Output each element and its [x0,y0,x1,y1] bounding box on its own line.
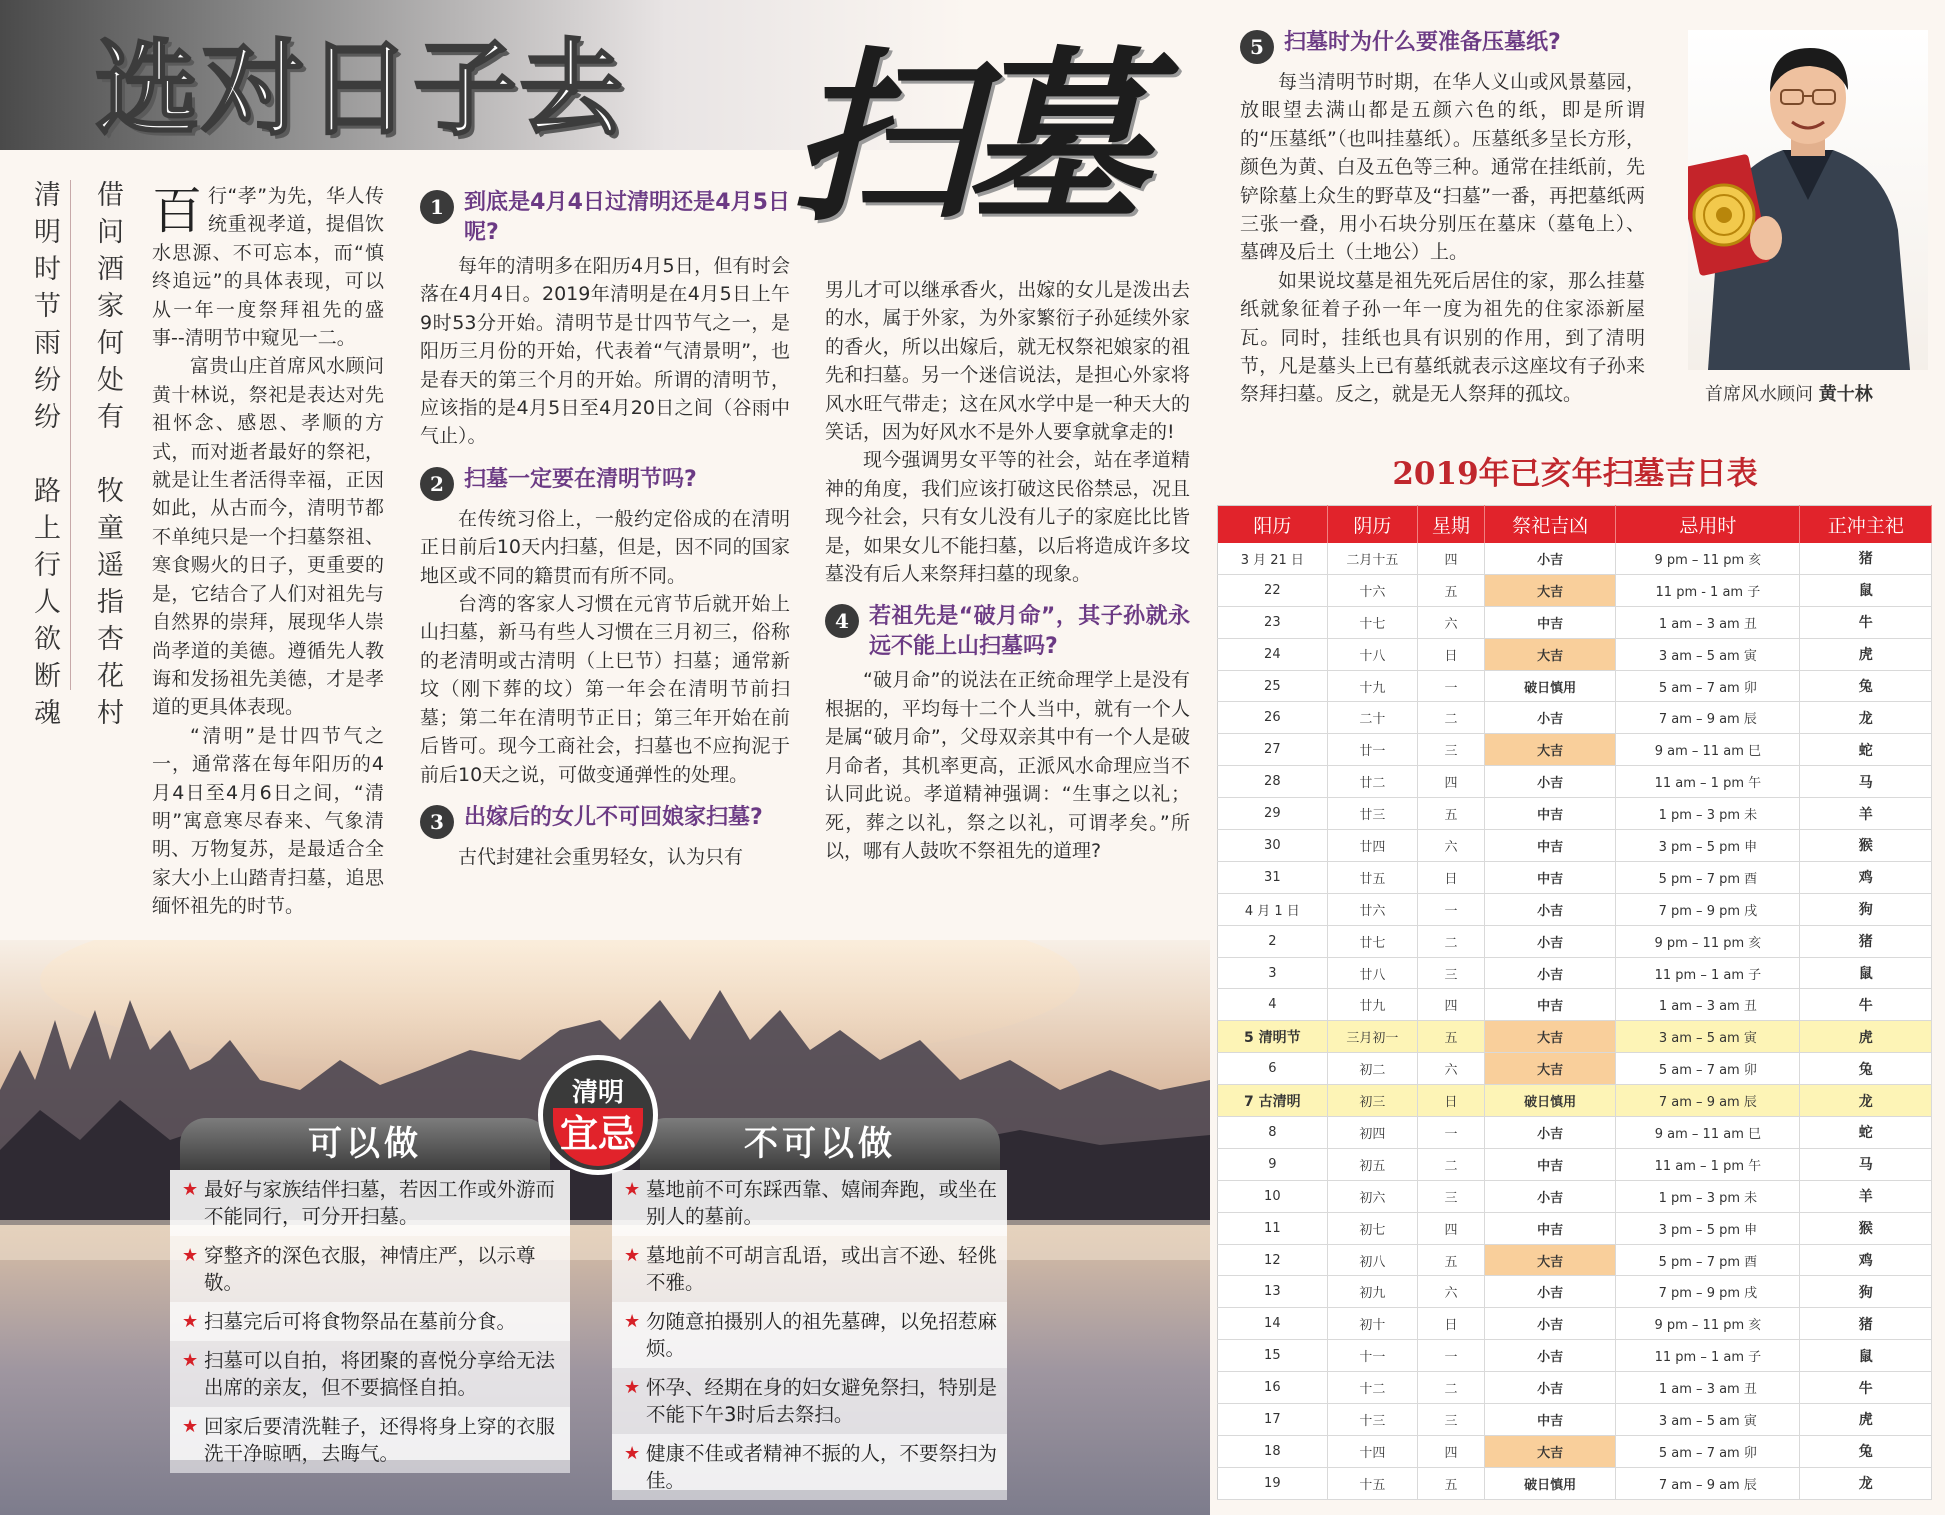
table-cell: 鸡 [1800,861,1932,893]
table-row [1218,861,1932,893]
table-row [1218,543,1932,575]
column-header: 正冲主祀 [1800,506,1932,543]
table-cell: 二 [1418,702,1485,734]
headline-main: 选对日子去 [95,27,626,150]
table-cell: 廿八 [1327,957,1418,989]
tomb-sweeping-almanac-table [1217,505,1932,1500]
table-cell: 小吉 [1484,957,1616,989]
table-cell: 日 [1418,1085,1485,1117]
table-cell: 3 am – 5 am 寅 [1616,638,1800,670]
table-cell: 小吉 [1484,543,1616,575]
table-cell: 日 [1418,638,1485,670]
article-column-3 [825,276,1190,865]
table-cell: 五 [1418,1021,1485,1053]
star-icon: ★ [624,1179,641,1200]
answer-paragraph: 每年的清明多在阳历4月5日，但有时会落在4月4日。2019年清明是在4月5日上午9时53分开始。清明节是廿四节气之一，是阳历三月份的开始，代表着“气清景明”，也是春天的第三个月的开始。所谓的清明节，应该指的是4月5日至4月20日之间（谷雨中气止）。 [420,255,790,448]
table-cell: 8 [1218,1117,1328,1149]
table-cell: 蛇 [1800,1117,1932,1149]
table-row [1218,1372,1932,1404]
table-cell: 破日慎用 [1484,1467,1616,1499]
table-cell: 23 [1218,606,1328,638]
table-cell: 11 am – 1 pm 午 [1616,766,1800,798]
table-cell: 小吉 [1484,702,1616,734]
table-cell: 7 pm – 9 pm 戌 [1616,1276,1800,1308]
table-cell: 猪 [1800,1308,1932,1340]
question-number-badge: 1 [420,190,454,224]
table-cell: 十九 [1327,670,1418,702]
table-cell: 2 [1218,925,1328,957]
table-cell: 初八 [1327,1244,1418,1276]
table-cell: 7 am – 9 am 辰 [1616,1085,1800,1117]
star-icon: ★ [624,1311,641,1332]
table-cell: 狗 [1800,893,1932,925]
dos-title: 可以做 [308,1124,422,1164]
table-cell: 大吉 [1484,1435,1616,1467]
table-cell: 十七 [1327,606,1418,638]
dos-list-item: ★ 回家后要清洗鞋子，还得将身上穿的衣服洗干净晾晒，去晦气。 [170,1407,570,1473]
table-cell: 马 [1800,766,1932,798]
column-header: 忌用时 [1616,506,1800,543]
star-icon: ★ [182,1245,199,1266]
intro-column [152,182,384,921]
answer-paragraph: 如果说坟墓是祖先死后居住的家，那么挂墓纸就象征着子孙一年一度为祖先的住家添新屋瓦。同时，挂纸也具有识别的作用，到了清明节，凡是墓头上已有墓纸就表示这座坟有子孙来祭拜扫墓。反之，就是无人祭拜的孤坟。 [1240,269,1645,406]
table-cell: 11 pm - 1 am 子 [1616,574,1800,606]
table-cell: 初三 [1327,1085,1418,1117]
table-cell: 三月初一 [1327,1021,1418,1053]
table-cell: 16 [1218,1372,1328,1404]
table-cell: 二 [1418,1148,1485,1180]
table-cell: 3 am – 5 am 寅 [1616,1404,1800,1436]
table-cell: 大吉 [1484,574,1616,606]
question-heading-4 [825,602,1190,662]
table-cell: 5 清明节 [1218,1021,1328,1053]
table-row [1218,574,1932,606]
table-cell: 鼠 [1800,957,1932,989]
table-cell: 廿七 [1327,925,1418,957]
table-cell: 9 [1218,1148,1328,1180]
table-row [1218,606,1932,638]
table-cell: 1 am – 3 am 丑 [1616,989,1800,1021]
table-row [1218,1340,1932,1372]
table-cell: 一 [1418,893,1485,925]
consultant-credit [1705,380,1873,406]
table-cell: 五 [1418,574,1485,606]
table-cell: 小吉 [1484,1340,1616,1372]
table-cell: 27 [1218,734,1328,766]
table-cell: 五 [1418,798,1485,830]
table-row [1218,1085,1932,1117]
table-cell: 六 [1418,1276,1485,1308]
question-title: 出嫁后的女儿不可回娘家扫墓? [464,804,763,830]
table-cell: 1 am – 3 am 丑 [1616,1372,1800,1404]
table-row [1218,1435,1932,1467]
table-cell: 兔 [1800,1053,1932,1085]
table-row [1218,766,1932,798]
poem-line-1: 借问酒家何处有 牧童遥指杏花村 [92,180,123,735]
dos-list [170,1170,570,1465]
table-cell: 三 [1418,1180,1485,1212]
intro-paragraph: 富贵山庄首席风水顾问黄十林说，祭祀是表达对先祖怀念、感恩、孝顺的方式，而对逝者最好的祭祀，就是让生者活得幸福，正因如此，从古而今，清明节都不单纯只是一个扫墓祭祖、寒食赐火的日子，更重要的是，它结合了人们对祖先与自然界的崇拜，展现华人崇尚孝道的美德。遵循先人教诲和发扬祖先美德，才是孝道的更具体表现。 [152,355,384,719]
table-cell: 兔 [1800,1435,1932,1467]
question-number-badge: 3 [420,805,454,839]
table-cell: 中吉 [1484,830,1616,862]
table-cell: 鸡 [1800,1244,1932,1276]
table-cell: 十四 [1327,1435,1418,1467]
donts-list-item: ★ 墓地前不可胡言乱语，或出言不逊、轻佻不雅。 [624,1244,998,1294]
table-header-row [1218,506,1932,543]
table-cell: 廿四 [1327,830,1418,862]
table-cell: 廿一 [1327,734,1418,766]
table-cell: 5 pm – 7 pm 酉 [1616,861,1800,893]
table-cell: 13 [1218,1276,1328,1308]
table-row [1218,702,1932,734]
question-heading-3 [420,803,790,839]
table-cell: 鼠 [1800,1340,1932,1372]
table-cell: 小吉 [1484,1372,1616,1404]
table-cell: 四 [1418,766,1485,798]
table-cell: 二 [1418,925,1485,957]
table-cell: 猴 [1800,830,1932,862]
table-cell: 大吉 [1484,638,1616,670]
intro-paragraph: 行“孝”为先，华人传统重视孝道，提倡饮水思源、不可忘本，而“慎终追远”的具体表现，可以从一年一度祭拜祖先的盛事--清明节中窥见一二。 [152,185,384,350]
donts-list-item: ★ 勿随意拍摄别人的祖先墓碑，以免招惹麻烦。 [612,1302,1007,1368]
table-cell: 六 [1418,1053,1485,1085]
table-cell: 7 am – 9 am 辰 [1616,1467,1800,1499]
table-cell: 22 [1218,574,1328,606]
table-cell: 猴 [1800,1212,1932,1244]
table-cell: 十八 [1327,638,1418,670]
table-cell: 大吉 [1484,1244,1616,1276]
answer-paragraph: 现今强调男女平等的社会，站在孝道精神的角度，我们应该打破这民俗禁忌，况且现今社会，只有女儿没有儿子的家庭比比皆是，如果女儿不能扫墓，以后将造成许多坟墓没有后人来祭拜扫墓的现象。 [825,449,1190,586]
question-title: 扫墓时为什么要准备压墓纸? [1284,30,1561,55]
answer-paragraph: 每当清明节时期，在华人义山或风景墓园，放眼望去满山都是五颜六色的纸，即是所谓的“压墓纸”（也叫挂墓纸）。压墓纸多呈长方形，颜色为黄、白及五色等三种。通常在挂纸前，先铲除墓上众生的野草及“扫墓”一番，再把墓纸两三张一叠，用小石块分别压在墓床（墓龟上）、墓碑及后土（土地公）上。 [1240,71,1645,264]
table-cell: 中吉 [1484,861,1616,893]
table-cell: 龙 [1800,1085,1932,1117]
table-cell: 初十 [1327,1308,1418,1340]
table-cell: 小吉 [1484,1180,1616,1212]
table-cell: 虎 [1800,1404,1932,1436]
table-row [1218,1148,1932,1180]
column-header: 阳历 [1218,506,1328,543]
table-row [1218,1467,1932,1499]
question-number-badge: 4 [825,604,859,638]
badge-main-label: 宜忌 [553,1108,643,1166]
table-cell: 三 [1418,1404,1485,1436]
table-cell: 9 pm – 11 pm 亥 [1616,1308,1800,1340]
table-cell: 中吉 [1484,798,1616,830]
table-cell: 12 [1218,1244,1328,1276]
table-cell: 7 am – 9 am 辰 [1616,702,1800,734]
table-cell: 28 [1218,766,1328,798]
table-cell: 中吉 [1484,989,1616,1021]
question-heading-5 [1240,28,1645,64]
table-cell: 初二 [1327,1053,1418,1085]
dos-list-item: ★ 最好与家族结伴扫墓，若因工作或外游而不能同行，可分开扫墓。 [170,1170,570,1236]
table-row [1218,1308,1932,1340]
table-cell: 龙 [1800,1467,1932,1499]
question-heading-1 [420,188,790,248]
table-row [1218,1212,1932,1244]
table-cell: 龙 [1800,702,1932,734]
table-cell: 狗 [1800,1276,1932,1308]
table-cell: 十五 [1327,1467,1418,1499]
answer-paragraph: 男儿才可以继承香火，出嫁的女儿是泼出去的水，属于外家，为外家繁衍子孙延续外家的香火，所以出嫁后，就无权祭祀娘家的祖先和扫墓。另一个迷信说法，是担心外家将风水旺气带走；这在风水学中是一种天大的笑话，因为好风水不是外人要拿就拿走的! [825,279,1190,444]
badge-top-label: 清明 [571,1078,624,1108]
table-row [1218,1404,1932,1436]
intro-paragraph: “清明”是廿四节气之一，通常落在每年阳历的4月4日至4月6日之间，“清明”寓意寒尽春来、气象清明、万物复苏，是最适合全家大小上山踏青扫墓，追思缅怀祖先的时节。 [152,724,384,918]
table-cell: 7 pm – 9 pm 戌 [1616,893,1800,925]
table-cell: 三 [1418,734,1485,766]
table-cell: 四 [1418,1435,1485,1467]
drop-cap: 百 [152,182,202,240]
table-cell: 小吉 [1484,893,1616,925]
star-icon: ★ [182,1179,199,1200]
table-cell: 3 pm – 5 pm 申 [1616,1212,1800,1244]
table-cell: 虎 [1800,1021,1932,1053]
table-cell: 小吉 [1484,766,1616,798]
donts-list-item: ★ 健康不佳或者精神不振的人，不要祭扫为佳。 [612,1434,1007,1500]
question-title: 扫墓一定要在清明节吗? [464,466,697,492]
credit-name: 黄十林 [1818,384,1873,405]
table-cell: 11 [1218,1212,1328,1244]
poem-divider [70,180,71,690]
table-row [1218,1180,1932,1212]
table-row [1218,830,1932,862]
table-cell: 3 月 21 日 [1218,543,1328,575]
table-title: 2019年已亥年扫墓吉日表 [1392,456,1758,492]
donts-list-item: ★ 怀孕、经期在身的妇女避免祭扫，特别是不能下午3时后去祭扫。 [624,1376,998,1426]
table-cell: 中吉 [1484,1212,1616,1244]
star-icon: ★ [624,1377,641,1398]
table-cell: 小吉 [1484,1276,1616,1308]
table-cell: 11 pm – 1 am 子 [1616,1340,1800,1372]
table-cell: 四 [1418,543,1485,575]
table-cell: 31 [1218,861,1328,893]
table-cell: 十二 [1327,1372,1418,1404]
table-cell: 六 [1418,830,1485,862]
table-cell: 牛 [1800,989,1932,1021]
table-cell: 日 [1418,861,1485,893]
star-icon: ★ [182,1311,199,1332]
table-cell: 五 [1418,1244,1485,1276]
table-row [1218,1244,1932,1276]
table-cell: 十一 [1327,1340,1418,1372]
answer-paragraph: 在传统习俗上，一般约定俗成的在清明正日前后10天内扫墓，但是，因不同的国家地区或不同的籍贯而有所不同。 [420,507,790,587]
table-cell: 六 [1418,606,1485,638]
table-cell: 廿二 [1327,766,1418,798]
table-cell: 10 [1218,1180,1328,1212]
table-cell: 3 [1218,957,1328,989]
table-cell: 十六 [1327,574,1418,606]
article-column-4 [1240,22,1645,409]
table-cell: 二月十五 [1327,543,1418,575]
donts-list-item: ★ 墓地前不可东踩西靠、嬉闹奔跑，或坐在别人的墓前。 [612,1170,1007,1236]
table-cell: 4 月 1 日 [1218,893,1328,925]
table-cell: 1 pm – 3 pm 未 [1616,1180,1800,1212]
donts-header [640,1118,1000,1170]
headline-emphasis: 扫墓 [790,29,1140,247]
table-cell: 四 [1418,989,1485,1021]
qingming-dos-donts-badge [538,1055,658,1175]
table-cell: 三 [1418,957,1485,989]
table-row [1218,670,1932,702]
table-row [1218,1276,1932,1308]
consultant-portrait [1688,30,1928,370]
table-cell: 1 am – 3 am 丑 [1616,606,1800,638]
credit-role: 首席风水顾问 [1705,384,1813,405]
table-cell: 9 pm – 11 pm 亥 [1616,543,1800,575]
answer-paragraph: 古代封建社会重男轻女，认为只有 [458,845,744,868]
table-cell: 中吉 [1484,1148,1616,1180]
answer-paragraph: 台湾的客家人习惯在元宵节后就开始上山扫墓，新马有些人习惯在三月初三，俗称的老清明或古清明（上巳节）扫墓；通常新坟（刚下葬的坟）第一年会在清明节前扫墓；第二年在清明节正日；第三年开始在前后皆可。现今工商社会，扫墓也不应拘泥于前后10天之说，可做变通弹性的处理。 [420,593,790,786]
table-cell: 初四 [1327,1117,1418,1149]
table-cell: 廿六 [1327,893,1418,925]
table-cell: 11 am – 1 pm 午 [1616,1148,1800,1180]
table-cell: 羊 [1800,798,1932,830]
table-cell: 14 [1218,1308,1328,1340]
table-cell: 大吉 [1484,1021,1616,1053]
star-icon: ★ [182,1416,199,1437]
donts-title: 不可以做 [744,1124,896,1164]
answer-paragraph: “破月命”的说法在正统命理学上是没有根据的，平均每十二个人当中，就有一个人是属“破月命”，父母双亲其中有一个人是破月命者，其机率更高，正派风水命理应当不认同此说。孝道精神强调：“生事之以礼；死，葬之以礼，祭之以礼，可谓孝矣。”所以，哪有人鼓吹不祭祖先的道理? [825,669,1190,862]
poem-line-2: 清明时节雨纷纷 路上行人欲断魂 [29,180,60,735]
table-cell: 29 [1218,798,1328,830]
table-cell: 初五 [1327,1148,1418,1180]
donts-list [612,1170,1007,1490]
table-cell: 11 pm – 1 am 子 [1616,957,1800,989]
table-cell: 中吉 [1484,1404,1616,1436]
table-cell: 5 am – 7 am 卯 [1616,1435,1800,1467]
question-title: 到底是4月4日过清明还是4月5日呢? [464,190,790,245]
table-cell: 猪 [1800,543,1932,575]
table-cell: 中吉 [1484,606,1616,638]
table-cell: 蛇 [1800,734,1932,766]
star-icon: ★ [182,1350,199,1371]
table-cell: 初七 [1327,1212,1418,1244]
table-cell: 9 pm – 11 pm 亥 [1616,925,1800,957]
article-column-2 [420,182,790,871]
column-header: 星期 [1418,506,1485,543]
table-cell: 廿五 [1327,861,1418,893]
table-cell: 一 [1418,1340,1485,1372]
table-row [1218,989,1932,1021]
table-cell: 17 [1218,1404,1328,1436]
table-cell: 4 [1218,989,1328,1021]
table-cell: 小吉 [1484,1117,1616,1149]
table-cell: 牛 [1800,1372,1932,1404]
column-header: 祭祀吉凶 [1484,506,1616,543]
table-cell: 6 [1218,1053,1328,1085]
table-cell: 破日慎用 [1484,1085,1616,1117]
question-number-badge: 5 [1240,30,1274,64]
table-cell: 虎 [1800,638,1932,670]
star-icon: ★ [624,1443,641,1464]
table-cell: 廿三 [1327,798,1418,830]
table-cell: 15 [1218,1340,1328,1372]
dos-list-item: ★ 穿整齐的深色衣服，神情庄严，以示尊敬。 [182,1244,536,1294]
table-cell: 五 [1418,1467,1485,1499]
table-cell: 25 [1218,670,1328,702]
table-row [1218,1053,1932,1085]
table-row [1218,957,1932,989]
table-cell: 二 [1418,1372,1485,1404]
table-cell: 二十 [1327,702,1418,734]
table-cell: 十三 [1327,1404,1418,1436]
table-cell: 马 [1800,1148,1932,1180]
table-cell: 18 [1218,1435,1328,1467]
table-cell: 鼠 [1800,574,1932,606]
table-cell: 日 [1418,1308,1485,1340]
table-cell: 大吉 [1484,734,1616,766]
table-cell: 19 [1218,1467,1328,1499]
table-cell: 初九 [1327,1276,1418,1308]
table-row [1218,1117,1932,1149]
table-row [1218,1021,1932,1053]
column-header: 阴历 [1327,506,1418,543]
table-cell: 30 [1218,830,1328,862]
table-cell: 一 [1418,1117,1485,1149]
table-cell: 26 [1218,702,1328,734]
table-row [1218,893,1932,925]
table-cell: 9 am – 11 am 巳 [1616,1117,1800,1149]
table-cell: 1 pm – 3 pm 未 [1616,798,1800,830]
table-row [1218,798,1932,830]
table-cell: 四 [1418,1212,1485,1244]
table-cell: 3 am – 5 am 寅 [1616,1021,1800,1053]
dos-list-item: ★ 扫墓完后可将食物祭品在墓前分食。 [170,1302,570,1341]
question-number-badge: 2 [420,467,454,501]
table-cell: 猪 [1800,925,1932,957]
table-cell: 24 [1218,638,1328,670]
dos-header [180,1118,550,1170]
table-cell: 小吉 [1484,1308,1616,1340]
table-cell: 3 pm – 5 pm 申 [1616,830,1800,862]
table-cell: 廿九 [1327,989,1418,1021]
table-cell: 羊 [1800,1180,1932,1212]
table-cell: 兔 [1800,670,1932,702]
table-row [1218,925,1932,957]
question-title: 若祖先是“破月命”，其子孙就永远不能上山扫墓吗? [869,604,1190,660]
table-row [1218,638,1932,670]
table-cell: 5 am – 7 am 卯 [1616,670,1800,702]
table-cell: 破日慎用 [1484,670,1616,702]
table-cell: 5 am – 7 am 卯 [1616,1053,1800,1085]
table-cell: 大吉 [1484,1053,1616,1085]
table-cell: 5 pm – 7 pm 酉 [1616,1244,1800,1276]
table-cell: 9 am – 11 am 巳 [1616,734,1800,766]
dos-list-item: ★ 扫墓可以自拍，将团聚的喜悦分享给无法出席的亲友，但不要搞怪自拍。 [182,1349,556,1399]
table-cell: 初六 [1327,1180,1418,1212]
question-heading-2 [420,465,790,501]
table-cell: 牛 [1800,606,1932,638]
table-cell: 小吉 [1484,925,1616,957]
table-cell: 一 [1418,670,1485,702]
table-cell: 7 古清明 [1218,1085,1328,1117]
star-icon: ★ [624,1245,641,1266]
table-row [1218,734,1932,766]
